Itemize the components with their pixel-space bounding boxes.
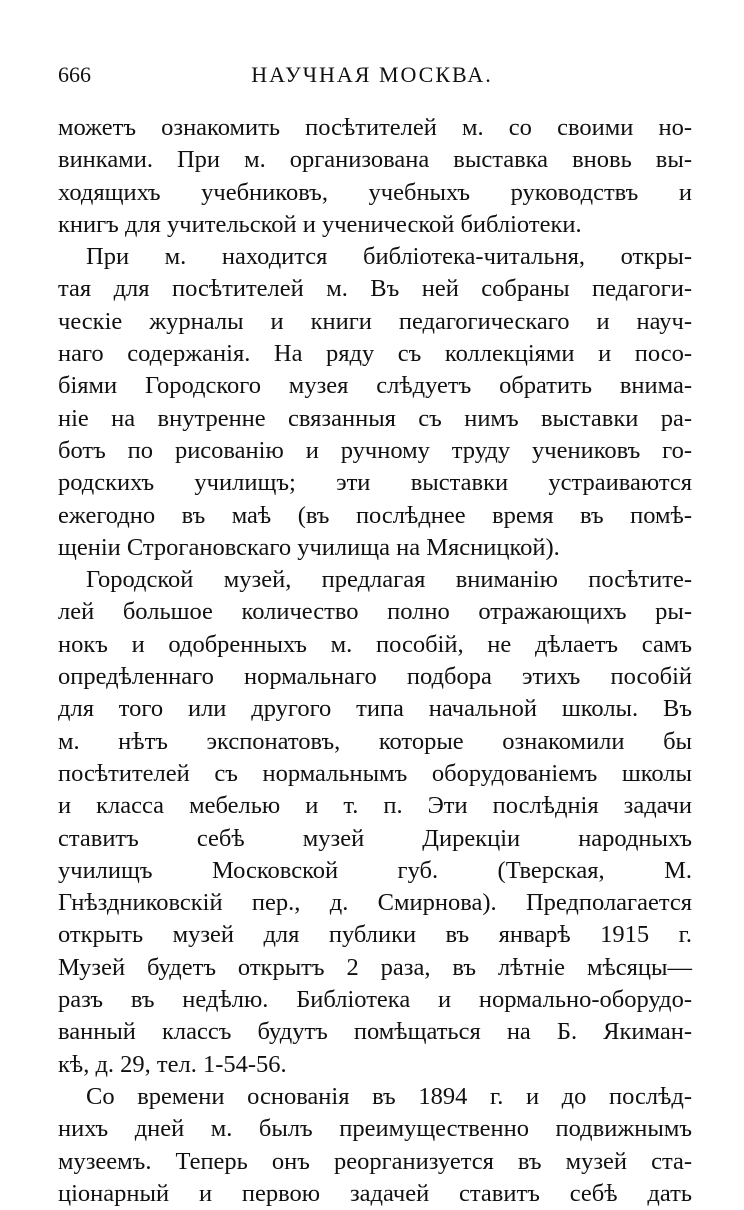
text-line: ческіе журналы и книги педагогическаго и науч- <box>58 307 692 335</box>
text-line: посѣтителей съ нормальнымъ оборудованіемъ школы <box>58 759 692 787</box>
text-line: щеніи Строгановскаго училища на Мясницкой). <box>58 533 560 561</box>
text-line: м. нѣтъ экспонатовъ, которые ознакомили бы <box>58 727 692 755</box>
text-line: ніе на внутренне связанныя съ нимъ выставки ра- <box>58 404 692 432</box>
text-line: открыть музей для публики въ январѣ 1915 г. <box>58 921 692 949</box>
text-line: можетъ ознакомить посѣтителей м. со своими но- <box>58 114 692 141</box>
text-line: винками. При м. организована выставка вновь вы- <box>58 146 692 174</box>
text-line: нихъ дней м. былъ преимущественно подвижнымъ <box>58 1115 692 1143</box>
text-line: родскихъ училищъ; эти выставки устраиваются <box>58 469 692 497</box>
text-line: ціонарный и первою задачей ставитъ себѣ дать <box>58 1179 692 1207</box>
text-line: училищъ Московской губ. (Тверская, М. <box>58 856 692 884</box>
text-line: Музей будетъ открытъ 2 раза, въ лѣтніе мѣсяцы— <box>58 953 692 981</box>
text-line: разъ въ недѣлю. Библіотека и нормально-оборудо- <box>58 986 692 1014</box>
text-line: для того или другого типа начальной школы. Въ <box>58 695 692 723</box>
text-line: нокъ и одобренныхъ м. пособій, не дѣлаетъ самъ <box>58 630 692 658</box>
text-line: наго содержанія. На ряду съ коллекціями и посо- <box>58 340 692 368</box>
body-text <box>58 112 692 1210</box>
text-line: ботъ по рисованію и ручному труду учениковъ го- <box>58 436 692 464</box>
paragraph-first-line: Городской музей, предлагая вниманію посѣтите- <box>86 566 692 594</box>
text-line: ванный классъ будутъ помѣщаться на Б. Якиман- <box>58 1018 692 1046</box>
text-line: опредѣленнаго нормальнаго подбора этихъ пособій <box>58 663 692 691</box>
paragraph-first-line: Со времени основанія въ 1894 г. и до послѣд- <box>86 1082 692 1110</box>
page-header <box>58 60 686 90</box>
text-line: тая для посѣтителей м. Въ ней собраны педагоги- <box>58 275 692 303</box>
text-line: кѣ, д. 29, тел. 1-54-56. <box>58 1050 287 1078</box>
text-line: лей большое количество полно отражающихъ ры- <box>58 598 692 626</box>
text-line: Гнѣздниковскій пер., д. Смирнова). Предполагается <box>58 889 692 917</box>
page-number: 666 <box>58 62 91 87</box>
text-line: біями Городского музея слѣдуетъ обратить внима- <box>58 372 692 400</box>
text-line: музеемъ. Теперь онъ реорганизуется въ музей ста- <box>58 1147 692 1175</box>
text-line: книгъ для учительской и ученической библіотеки. <box>58 210 582 238</box>
text-line: ставитъ себѣ музей Дирекціи народныхъ <box>58 824 692 852</box>
text-line: ходящихъ учебниковъ, учебныхъ руководствъ и <box>58 178 692 206</box>
text-line: ежегодно въ маѣ (въ послѣднее время въ помѣ- <box>58 501 692 529</box>
text-line: и класса мебелью и т. п. Эти послѣднія задачи <box>58 792 692 820</box>
running-title: НАУЧНАЯ МОСКВА. <box>251 62 493 87</box>
paragraph-first-line: При м. находится библіотека-читальня, откры- <box>86 243 692 271</box>
